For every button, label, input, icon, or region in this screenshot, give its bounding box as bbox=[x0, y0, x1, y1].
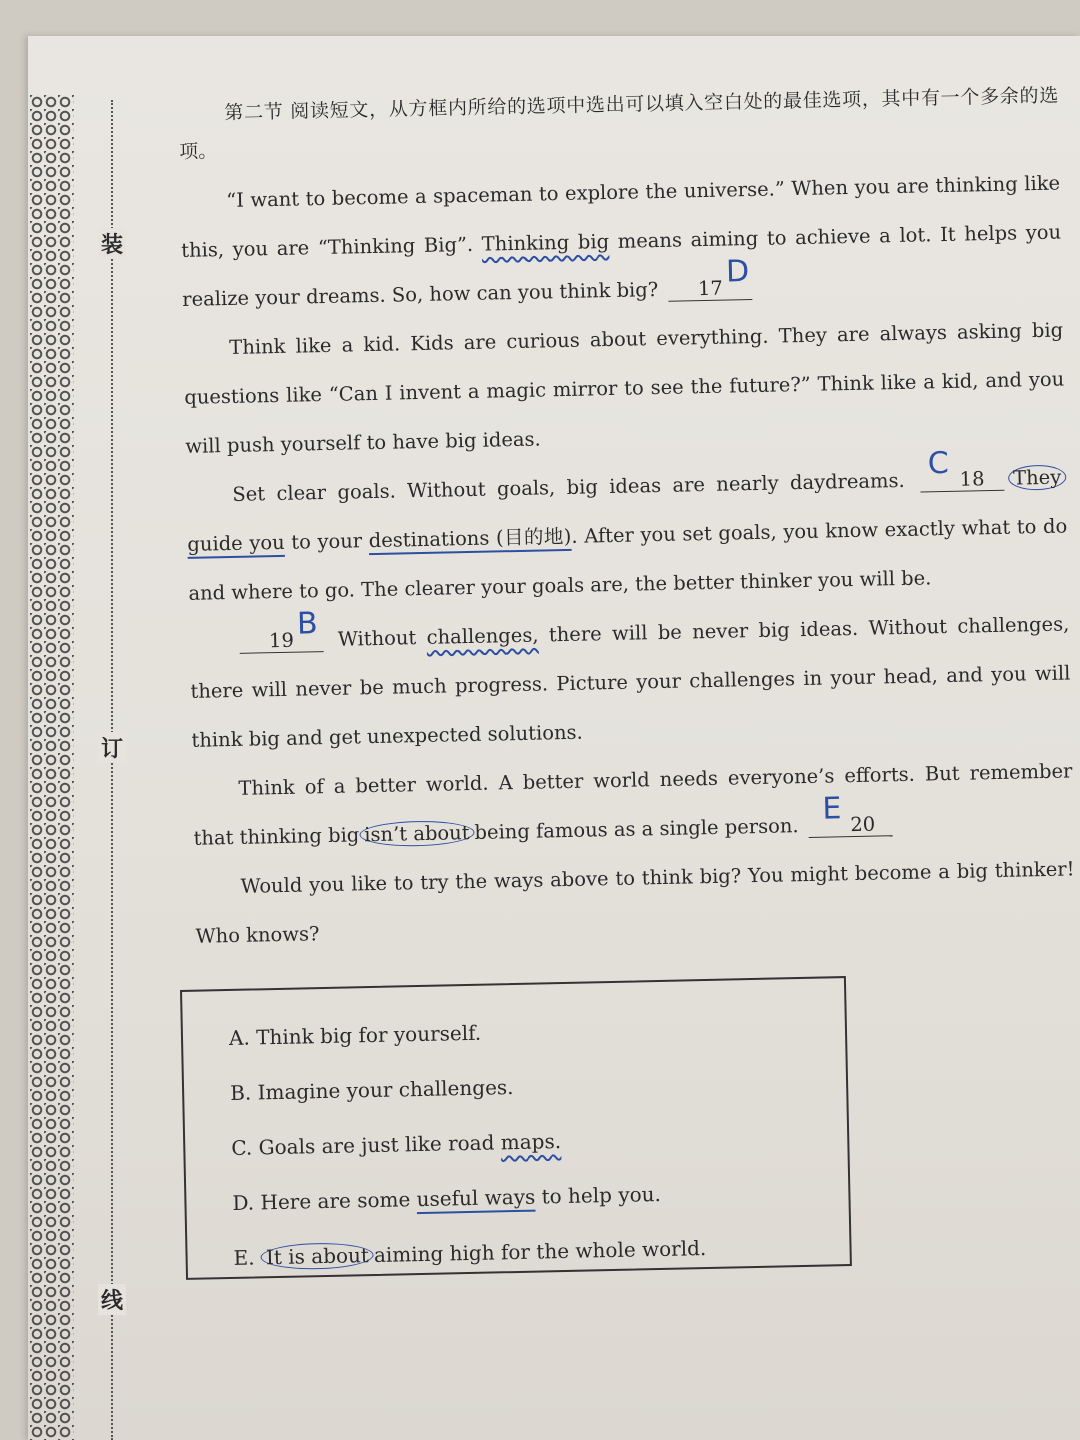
text: there will be never big ideas. Without challenges, there will never be much progress. Picture your challenges in your head, and you will think big and get unexpected solutions. bbox=[190, 612, 1071, 752]
text: to help you. bbox=[534, 1181, 662, 1209]
circled-phrase: It is about bbox=[261, 1242, 375, 1270]
text: “I want to become a spaceman to explore the universe.” When you are thinking like this, you are “Thinking Big”. bbox=[181, 171, 1061, 262]
underlined-phrase: challenges, bbox=[426, 623, 539, 649]
blank-number: 18 bbox=[959, 467, 985, 491]
text: being famous as a single person. bbox=[474, 814, 806, 844]
binding-dotted-line bbox=[111, 100, 113, 1440]
underlined-phrase: guide you bbox=[187, 530, 285, 556]
handwritten-answer: C bbox=[927, 445, 950, 482]
blank-number: 20 bbox=[850, 812, 876, 837]
margin-char-zhuang: 装 bbox=[98, 228, 126, 259]
text: Set clear goals. Without goals, big ideas are nearly daydreams. bbox=[232, 468, 917, 506]
paragraph-2: Think like a kid. Kids are curious about everything. They are always asking big questions like “Can I invent a magic mirror to see the future?” Think like a kid, and you will push yourself to have big ideas. bbox=[184, 318, 1065, 458]
handwritten-answer: E bbox=[822, 791, 842, 827]
passage bbox=[178, 77, 1076, 961]
text: to your bbox=[284, 529, 369, 554]
text: C. Goals are just like road bbox=[231, 1130, 501, 1160]
option-a: A. Think big for yourself. bbox=[228, 1020, 482, 1050]
text: E. bbox=[233, 1245, 262, 1270]
blank-17[interactable] bbox=[668, 254, 752, 302]
circled-word: They bbox=[1008, 464, 1067, 490]
text: D. Here are some bbox=[232, 1187, 417, 1215]
text: aiming high for the whole world. bbox=[373, 1236, 707, 1267]
text: means aiming to achieve a lot. It helps you realize your dreams. So, how can you think big? bbox=[182, 220, 1062, 311]
option-b: B. Imagine your challenges. bbox=[229, 1075, 514, 1105]
paragraph-6: Would you like to try the ways above to think big? You might become a big thinker! Who knows? bbox=[195, 857, 1075, 948]
blank-number: 19 bbox=[268, 628, 295, 653]
blank-20[interactable] bbox=[809, 791, 893, 838]
underlined-phrase: Thinking big bbox=[481, 230, 610, 256]
text: Think of a better world. A better world needs everyone’s efforts. But remember that thinking big bbox=[193, 759, 1073, 850]
blank-19[interactable] bbox=[239, 606, 323, 654]
paragraph-5 bbox=[192, 746, 1074, 862]
paragraph-3 bbox=[186, 445, 1069, 617]
blank-18[interactable] bbox=[920, 445, 1004, 493]
options-box bbox=[180, 976, 852, 1280]
margin-char-ding: 订 bbox=[98, 732, 126, 763]
blank-number: 17 bbox=[697, 276, 724, 301]
handwritten-answer: D bbox=[725, 254, 750, 290]
margin-char-xian: 线 bbox=[98, 1284, 126, 1315]
text: Without bbox=[327, 625, 427, 651]
circled-phrase: isn’t about bbox=[359, 820, 475, 847]
decorative-border bbox=[30, 95, 74, 1440]
underlined-phrase: destinations (目的地) bbox=[368, 524, 572, 553]
paragraph-1 bbox=[180, 159, 1063, 324]
text: . After you set goals, you know exactly what to do and where to go. The clearer your goals are, the better thinker you will be. bbox=[188, 514, 1068, 605]
underlined-phrase: useful ways bbox=[416, 1184, 536, 1212]
section-heading: 第二节 阅读短文，从方框内所给的选项中选出可以填入空白处的最佳选项，其中有一个多余的选项。 bbox=[178, 84, 1059, 163]
paragraph-4 bbox=[189, 599, 1072, 764]
handwritten-answer: B bbox=[296, 606, 319, 642]
underlined-word: maps. bbox=[500, 1129, 562, 1155]
